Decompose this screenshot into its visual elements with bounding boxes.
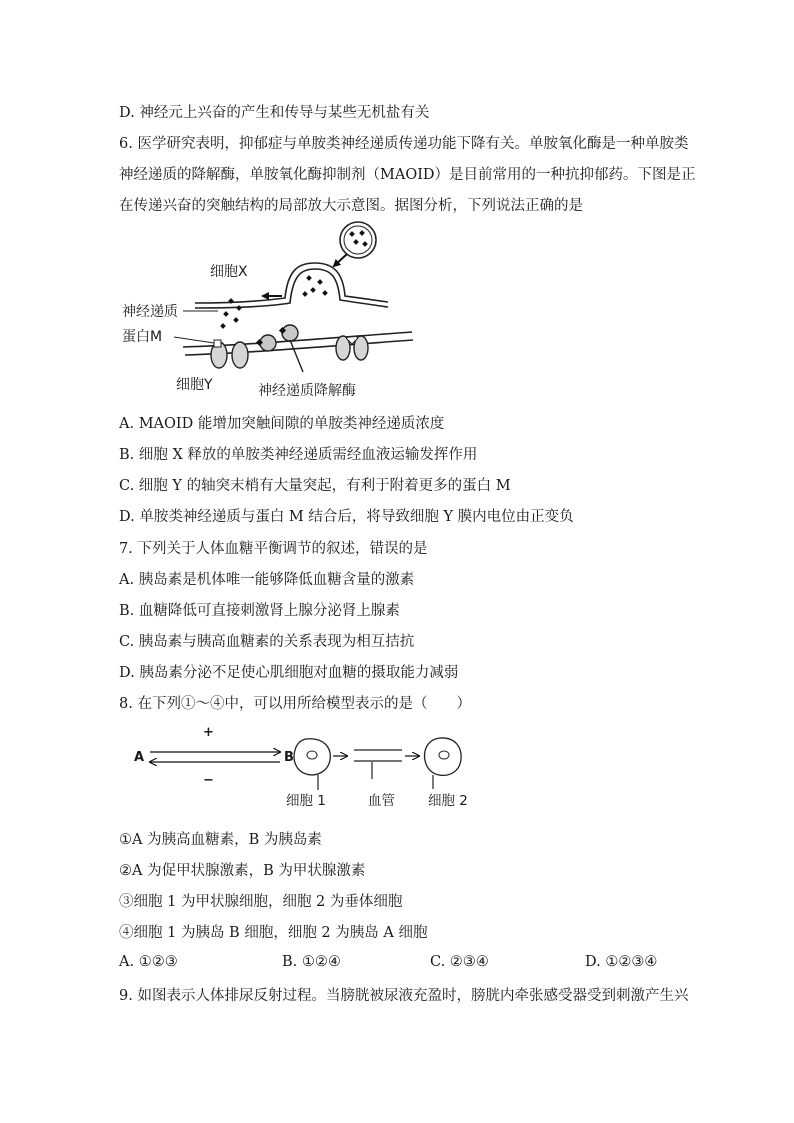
q8-choice-d: D. ①②③④ [585, 954, 658, 970]
degrading-enzymes [256, 325, 298, 351]
label-degrading-enzyme: 神经递质降解酶 [258, 383, 356, 399]
q7-option-a: A. 胰岛素是机体唯一能够降低血糖含量的激素 [119, 572, 415, 588]
q7-option-d: D. 胰岛素分泌不足使心肌细胞对血糖的摄取能力减弱 [119, 665, 459, 681]
label-neurotransmitter: 神经递质 [122, 304, 178, 320]
q8-item-2: ②A 为促甲状腺激素，B 为甲状腺激素 [119, 863, 366, 879]
q5-option-d: D. 神经元上兴奋的产生和传导与某些无机盐有关 [119, 105, 430, 121]
cell-2 [425, 738, 462, 789]
q8-choices [119, 954, 679, 974]
q6-stem-line-1: 6. 医学研究表明，抑郁症与单胺类神经递质传递功能下降有关。单胺氧化酶是一种单胺类 [119, 136, 689, 152]
synaptic-vesicle [340, 222, 376, 258]
blood-vessel [354, 750, 402, 779]
vesicle-neurotransmitters [302, 275, 328, 297]
q8-item-1: ①A 为胰高血糖素，B 为胰岛素 [119, 832, 322, 848]
q7-option-c: C. 胰岛素与胰高血糖素的关系表现为相互拮抗 [119, 634, 415, 650]
q9-stem: 9. 如图表示人体排尿反射过程。当膀胱被尿液充盈时，膀胱内牵张感受器受到刺激产生兴 [119, 988, 689, 1004]
label-b: B [284, 750, 294, 765]
label-minus: − [203, 773, 214, 788]
q6-option-b: B. 细胞 X 释放的单胺类神经递质需经血液运输发挥作用 [119, 447, 478, 463]
q8-choice-b: B. ①②④ [282, 954, 341, 970]
label-a: A [134, 750, 145, 765]
q6-stem-line-3: 在传递兴奋的突触结构的局部放大示意图。据图分析，下列说法正确的是 [119, 198, 583, 214]
synapse-figure [110, 218, 430, 403]
q8-choice-c: C. ②③④ [430, 954, 489, 970]
label-blood-vessel: 血管 [368, 793, 395, 809]
label-cell-2: 细胞 2 [428, 793, 468, 809]
label-cell-x: 细胞X [210, 264, 248, 280]
q8-stem: 8. 在下列①～④中，可以用所给模型表示的是（ ） [119, 696, 471, 712]
label-plus: + [203, 725, 214, 740]
q7-stem: 7. 下列关于人体血糖平衡调节的叙述，错误的是 [119, 541, 428, 557]
q6-option-d: D. 单胺类神经递质与蛋白 M 结合后，将导致细胞 Y 膜内电位由正变负 [119, 509, 574, 525]
vesicle-arrow [334, 254, 347, 266]
q8-item-4: ④细胞 1 为胰岛 B 细胞，细胞 2 为胰岛 A 细胞 [119, 925, 428, 941]
q6-option-a: A. MAOID 能增加突触间隙的单胺类神经递质浓度 [119, 416, 445, 432]
receptor-right [336, 336, 368, 360]
label-cell-1: 细胞 1 [286, 793, 326, 809]
q8-item-3: ③细胞 1 为甲状腺细胞，细胞 2 为垂体细胞 [119, 894, 403, 910]
label-cell-y: 细胞Y [176, 377, 213, 393]
q6-stem-line-2: 神经递质的降解酶，单胺氧化酶抑制剂（MAOID）是目前常用的一种抗抑郁药。下图是正 [119, 167, 696, 183]
q6-option-c: C. 细胞 Y 的轴突末梢有大量突起，有利于附着更多的蛋白 M [119, 478, 511, 494]
model-figure [125, 720, 480, 815]
q8-choice-a: A. ①②③ [119, 954, 178, 970]
q7-option-b: B. 血糖降低可直接刺激肾上腺分泌肾上腺素 [119, 603, 400, 619]
cell-1 [294, 739, 330, 790]
label-protein-m: 蛋白M [122, 329, 163, 345]
